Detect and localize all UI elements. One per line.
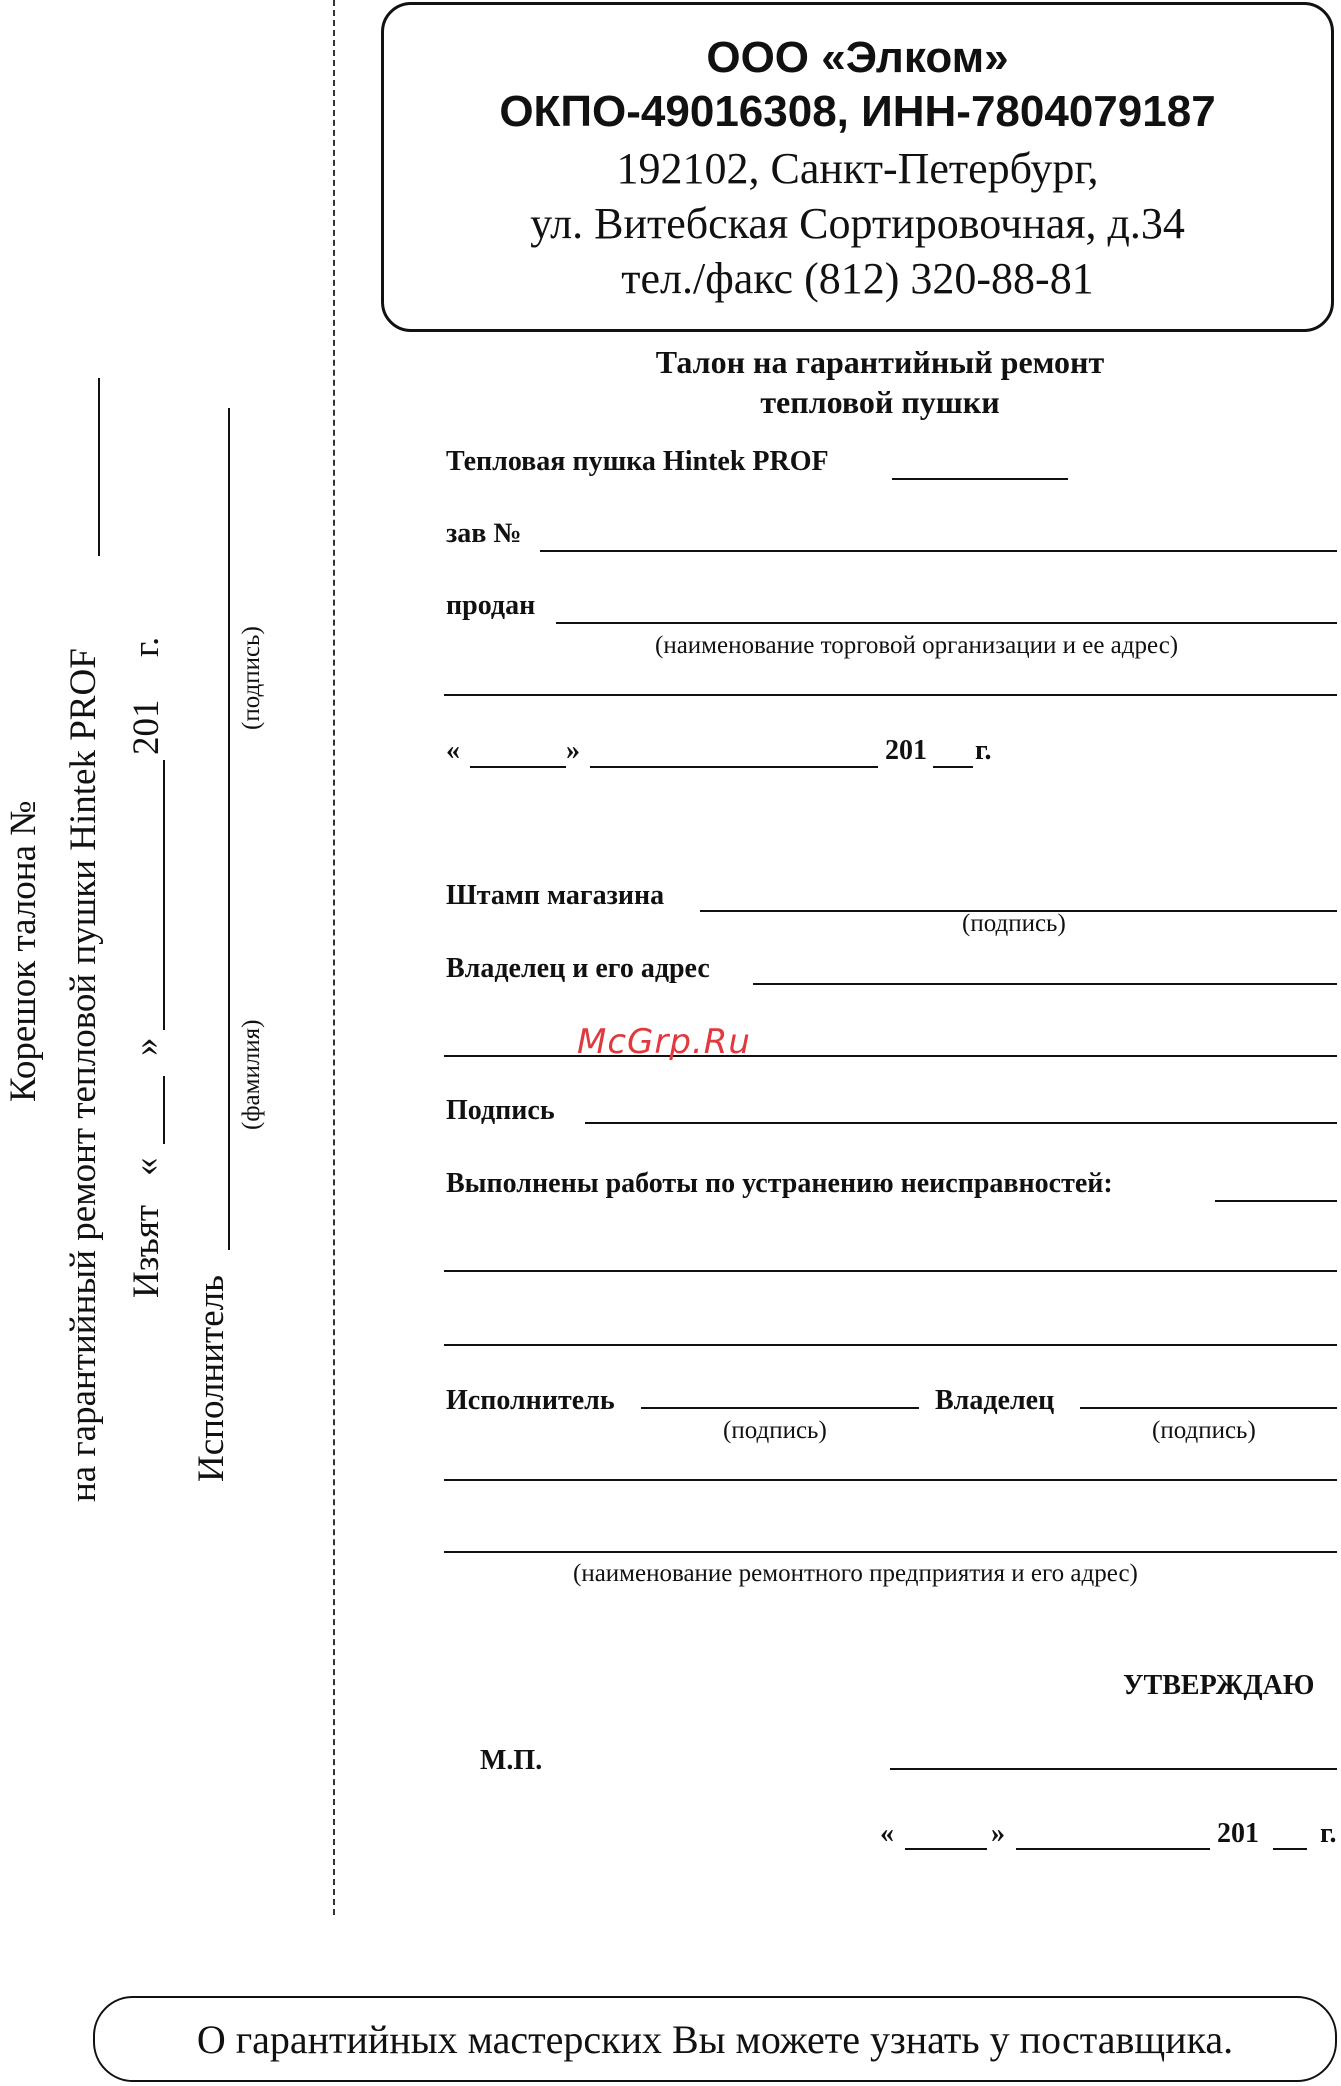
mp-label: М.П. — [480, 1745, 543, 1776]
executor-label: Исполнитель — [446, 1385, 615, 1416]
date2-year: 201 — [1217, 1818, 1259, 1849]
date2-open: « — [880, 1818, 894, 1849]
date-month-field[interactable] — [590, 766, 878, 768]
stub-removed: Изъят — [126, 1204, 167, 1298]
company-postal: 192102, Санкт-Петербург, — [616, 144, 1099, 193]
executor-hint: (подпись) — [723, 1417, 827, 1444]
serial-field[interactable] — [540, 550, 1337, 552]
sold-label: продан — [446, 590, 536, 621]
works-field[interactable] — [1215, 1200, 1337, 1202]
page-title: Талон на гарантийный ремонт — [655, 344, 1105, 380]
cut-line — [333, 0, 335, 1915]
date2-day-field[interactable] — [905, 1848, 987, 1850]
stamp-hint: (подпись) — [962, 910, 1066, 937]
company-name: ООО «Элком» — [706, 33, 1009, 82]
signature-field[interactable] — [585, 1122, 1337, 1124]
approve-sign-field[interactable] — [890, 1768, 1337, 1770]
sold-hint: (наименование торговой организации и ее адрес) — [655, 632, 1179, 659]
stub-quote-open: « — [126, 1157, 167, 1176]
signature-label: Подпись — [446, 1095, 555, 1126]
stub-month-field[interactable] — [163, 760, 165, 1030]
company-header — [381, 2, 1334, 332]
page-subtitle: тепловой пушки — [760, 384, 1000, 420]
stub-subtitle: на гарантийный ремонт тепловой пушки Hintek PROF — [63, 648, 104, 1502]
product-label: Тепловая пушка Hintek PROF — [446, 446, 829, 477]
repair-hint: (наименование ремонтного предприятия и его адрес) — [573, 1560, 1138, 1587]
owner-field[interactable] — [753, 983, 1337, 985]
date2-month-field[interactable] — [1016, 1848, 1210, 1850]
footer-note: О гарантийных мастерских Вы можете узнать у поставщика. — [93, 1996, 1337, 2082]
date-open: « — [446, 735, 460, 766]
product-field[interactable] — [892, 478, 1068, 480]
repair-field-1[interactable] — [444, 1479, 1337, 1481]
stub-g: г. — [126, 636, 167, 657]
stub-number-field[interactable] — [98, 378, 100, 556]
sold-field[interactable] — [556, 622, 1337, 624]
owner2-label: Владелец — [935, 1385, 1055, 1416]
date-year: 201 — [885, 735, 927, 766]
date-day-field[interactable] — [470, 766, 566, 768]
watermark: McGrp.Ru — [577, 1022, 751, 1062]
owner2-hint: (подпись) — [1152, 1417, 1256, 1444]
stub-year: 201 — [126, 699, 167, 755]
serial-label: зав № — [446, 518, 522, 549]
date-mid: » — [566, 735, 580, 766]
stamp-label: Штамп магазина — [446, 880, 665, 911]
repair-field-2[interactable] — [444, 1551, 1337, 1553]
date2-g: г. — [1320, 1818, 1337, 1849]
works-field-2[interactable] — [444, 1270, 1337, 1272]
stub-executor-field[interactable] — [228, 408, 230, 1250]
stub-day-field[interactable] — [163, 1076, 165, 1144]
date-year-field[interactable] — [933, 766, 973, 768]
date2-mid: » — [991, 1818, 1005, 1849]
sold-field-2[interactable] — [444, 694, 1337, 696]
date-g: г. — [975, 735, 992, 766]
works-field-3[interactable] — [444, 1344, 1337, 1346]
stub-surname-hint: (фамилия) — [238, 1019, 265, 1130]
company-street: ул. Витебская Сортировочная, д.34 — [530, 199, 1185, 248]
company-phone: тел./факс (812) 320-88-81 — [621, 254, 1094, 303]
stub-quote-close: » — [126, 1037, 167, 1056]
approve-label: УТВЕРЖДАЮ — [1123, 1670, 1315, 1701]
works-label: Выполнены работы по устранению неисправностей: — [446, 1168, 1113, 1199]
stub-title: Корешок талона № — [3, 800, 44, 1102]
date2-year-field[interactable] — [1273, 1848, 1307, 1850]
company-codes: ОКПО-49016308, ИНН-7804079187 — [499, 87, 1216, 136]
executor-sign-field[interactable] — [641, 1407, 919, 1409]
stub-sign-hint: (подпись) — [238, 626, 265, 730]
owner-label: Владелец и его адрес — [446, 953, 710, 984]
owner2-sign-field[interactable] — [1080, 1407, 1337, 1409]
stub-executor: Исполнитель — [191, 1275, 232, 1482]
